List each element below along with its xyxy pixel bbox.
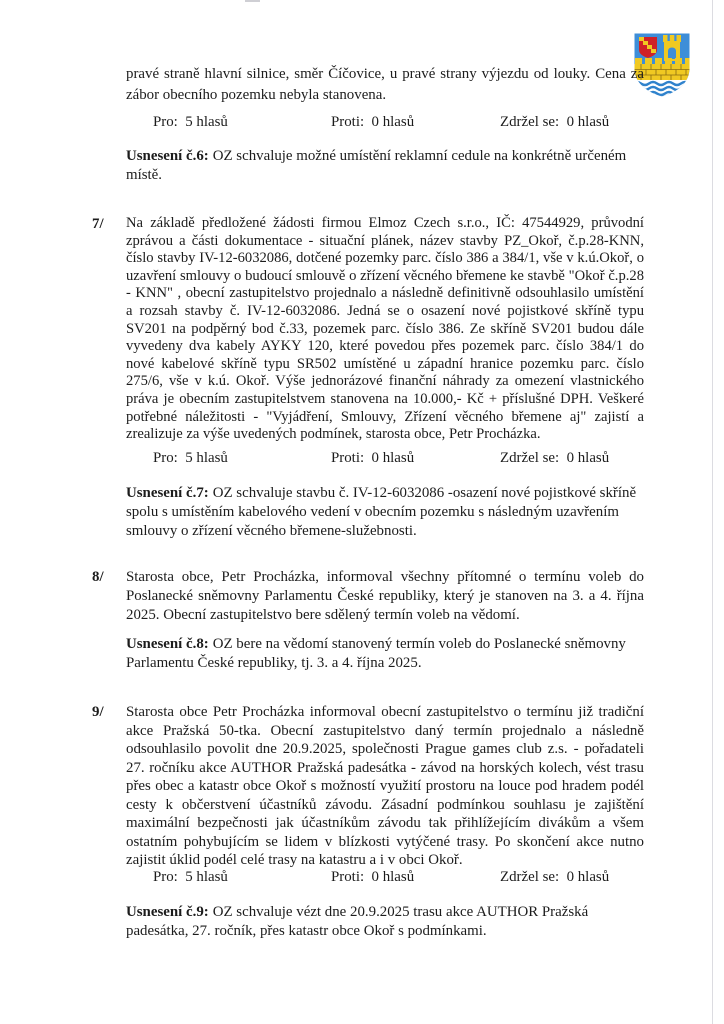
resolution-6 — [126, 147, 644, 185]
scan-artifact-top — [245, 0, 260, 2]
vote-proti: Proti: 0 hlasů — [331, 450, 415, 466]
vote-pro: Pro: 5 hlasů — [153, 114, 228, 130]
resolution-9 — [126, 903, 644, 941]
paragraph-intro: pravé straně hlavní silnice, směr Číčovice, u pravé strany výjezdu od louky. Cena za zábor obecního pozemku nebyla stanovena. — [126, 66, 644, 103]
item-8-text: Starosta obce, Petr Procházka, informoval všechny přítomné o termínu voleb do Poslanecké sněmovny Parlamentu České republiky, který je stanoven na 3. a 4. října 2025. Obecní zastupitelstvo bere sdělený termín voleb na vědomí. — [126, 569, 644, 623]
tower-door — [668, 48, 676, 60]
vote-pro: Pro: 5 hlasů — [153, 450, 228, 466]
vote-row-1 — [0, 114, 724, 134]
vote-proti: Proti: 0 hlasů — [331, 869, 415, 885]
vote-proti: Proti: 0 hlasů — [331, 114, 415, 130]
resolution-7-text: OZ schvaluje stavbu č. IV-12-6032086 -osazení nové pojistkové skříně spolu s umístěním kabelového vedení v obecním pozemku s následným uzavřením smlouvy o zřízení věcného břemene-služebnosti. — [126, 485, 637, 539]
vote-zdrzel: Zdržel se: 0 hlasů — [500, 114, 610, 130]
vote-zdrzel: Zdržel se: 0 hlasů — [500, 450, 610, 466]
resolution-9-label: Usnesení č.9: — [126, 904, 209, 920]
item-9-number: 9/ — [92, 704, 104, 720]
resolution-9-text: OZ schvaluje vézt dne 20.9.2025 trasu akce AUTHOR Pražská padesátka, 27. ročník, přes katastr obce Okoř s podmínkami. — [126, 904, 589, 939]
resolution-8 — [126, 635, 644, 673]
resolution-8-text: OZ bere na vědomí stanovený termín voleb do Poslanecké sněmovny Parlamentu České republiky, tj. 3. a 4. října 2025. — [126, 636, 626, 671]
resolution-7-label: Usnesení č.7: — [126, 485, 209, 501]
resolution-6-label: Usnesení č.6: — [126, 148, 209, 164]
resolution-8-label: Usnesení č.8: — [126, 636, 209, 652]
vote-zdrzel: Zdržel se: 0 hlasů — [500, 869, 610, 885]
vote-pro: Pro: 5 hlasů — [153, 869, 228, 885]
item-7-number: 7/ — [92, 216, 104, 232]
item-9-text: Starosta obce Petr Procházka informoval obecní zastupitelstvo o termínu již tradiční akce Pražská 50-tka. Obecní zastupitelstvo daný termín projednalo a následně odsouhlasilo povolit dne 20.9.2025, společnosti Prague games club z.s. - pořadateli 27. ročníku akce AUTHOR Pražská padesátka - závod na horských kolech, vést trasu přes obec a katastr obce Okoř s možností využití prostoru na louce pod hradem podél cesty k občerstvení účastníků závodu. Zásadní podmínkou souhlasu je zajištění maximální bezpečnosti jak účastníkům závodu tak přihlížejícím divákům a všem ostatním pohybujícím se lidem v blízkosti vytýčené trasy. Po skončení akce nutno zajistit úklid podél celé trasy na katastru a i v obci Okoř. — [126, 704, 644, 868]
vote-row-2 — [0, 450, 724, 470]
resolution-7 — [126, 484, 644, 541]
item-8-number: 8/ — [92, 569, 104, 585]
resolution-6-text: OZ schvaluje možné umístění reklamní cedule na konkrétně určeném místě. — [126, 148, 627, 183]
item-7-text: Na základě předložené žádosti firmou Elmoz Czech s.r.o., IČ: 47544929, průvodní zprávou a části dokumentace - situační plánek, název stavby PZ_Okoř, č.p.28-KNN, číslo stavby IV-12-6032086, dotčené pozemky parc. číslo 386 a 384/1, vše v k.ú.Okoř, o uzavření smlouvy o budoucí smlouvě o zřízení věcného břemene ke stavbě "Okoř č.p.28 - KNN" , obecní zastupitelstvo projednalo a následně definitivně odsouhlasilo umístění a rozsah stavby č. IV-12-6032086. Jedná se o osazení nové pojistkové skříně typu SV201 na podpěrný bod č.33, pozemek parc. číslo 386. Ze skříně SV201 budou dále vyvedeny dva kabely AYKY 120, které povedou přes pozemek parc. číslo 384/1 do nové kabelové skříně typu SR502 umístěné u západní hranice pozemku parc. číslo 275/6, vše v k.ú. Okoř. Výše jednorázové finanční náhrady za omezení vlastnického práva je obecním zastupitelstvem stanovena na 10.000,- Kč + příslušné DPH. Veškeré potřebné náležitosti - "Vyjádření, Smlouvy, Zřízení věcného břemene aj" zajistí a zrealizuje za výše uvedených podmínek, starosta obce, Petr Procházka. — [126, 215, 644, 443]
vote-row-3 — [0, 869, 724, 889]
